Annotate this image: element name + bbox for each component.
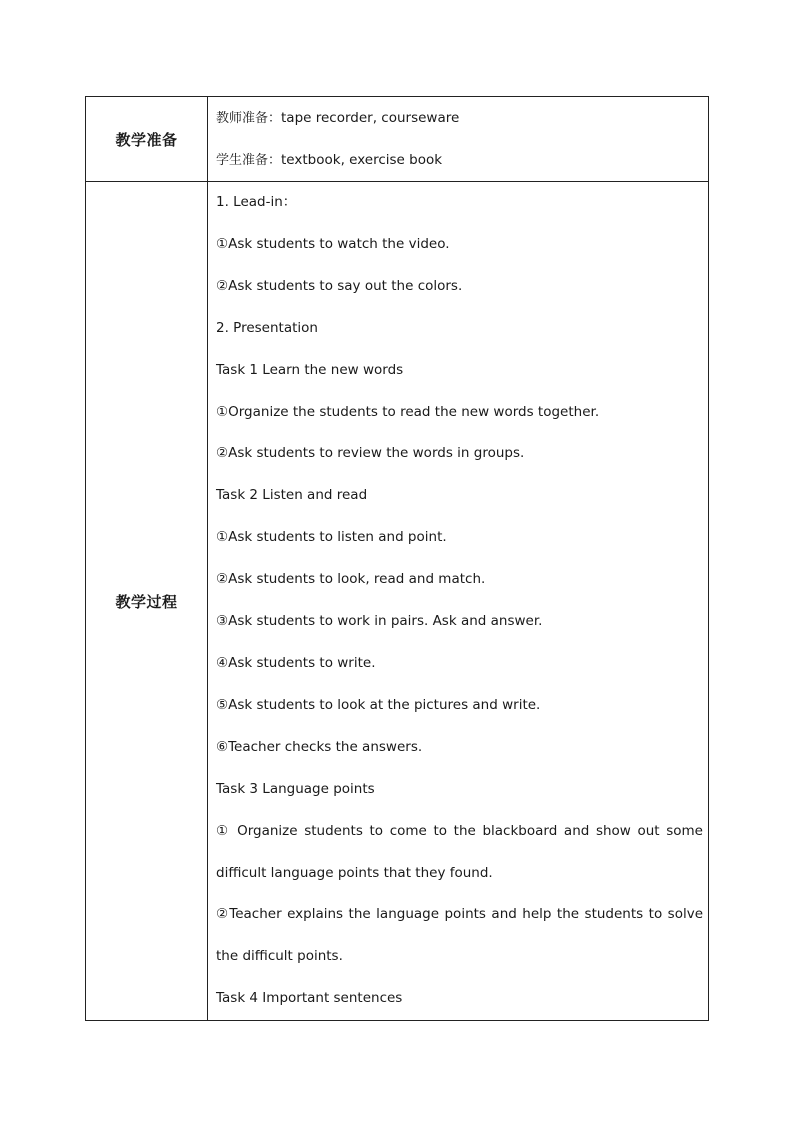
- process-line: difficult language points that they found.: [216, 864, 493, 881]
- process-line: ①Organize the students to read the new words together.: [216, 403, 600, 420]
- teacher-prep-value: tape recorder, courseware: [281, 110, 460, 126]
- process-line: Task 4 Important sentences: [216, 990, 403, 1007]
- student-prep-value: textbook, exercise book: [281, 152, 443, 168]
- process-line: ②Ask students to say out the colors.: [216, 277, 463, 294]
- process-line: ①Ask students to watch the video.: [216, 235, 450, 252]
- process-line: Task 2 Listen and read: [216, 487, 368, 504]
- process-line: Task 3 Language points: [216, 780, 375, 797]
- student-prep-line: [216, 139, 703, 181]
- process-line: ① Organize students to come to the blackboard and show out some: [216, 822, 703, 839]
- prep-content: [208, 97, 709, 182]
- process-line: ③Ask students to work in pairs. Ask and answer.: [216, 613, 543, 630]
- teacher-prep-line: [216, 97, 703, 139]
- teacher-prep-prefix: 教师准备：: [216, 111, 282, 126]
- process-row: [86, 182, 709, 1021]
- process-label: 教学过程: [86, 182, 208, 1021]
- process-line: ⑥Teacher checks the answers.: [216, 738, 423, 755]
- student-prep-prefix: 学生准备：: [216, 153, 282, 168]
- process-line: ④Ask students to write.: [216, 654, 376, 671]
- prep-label: 教学准备: [86, 97, 208, 182]
- process-line: 1. Lead-in：: [216, 194, 297, 210]
- process-content: [208, 182, 709, 1021]
- prep-row: [86, 97, 709, 182]
- process-line: 2. Presentation: [216, 319, 318, 336]
- process-line: the difficult points.: [216, 948, 343, 965]
- process-line: ⑤Ask students to look at the pictures and write.: [216, 696, 541, 713]
- process-line: ②Teacher explains the language points and help the students to solve: [216, 906, 703, 923]
- process-line: ①Ask students to listen and point.: [216, 529, 447, 546]
- lesson-plan-table: [85, 96, 709, 1021]
- process-line: ②Ask students to look, read and match.: [216, 571, 486, 588]
- process-line: ②Ask students to review the words in groups.: [216, 445, 525, 462]
- process-line: Task 1 Learn the new words: [216, 361, 404, 378]
